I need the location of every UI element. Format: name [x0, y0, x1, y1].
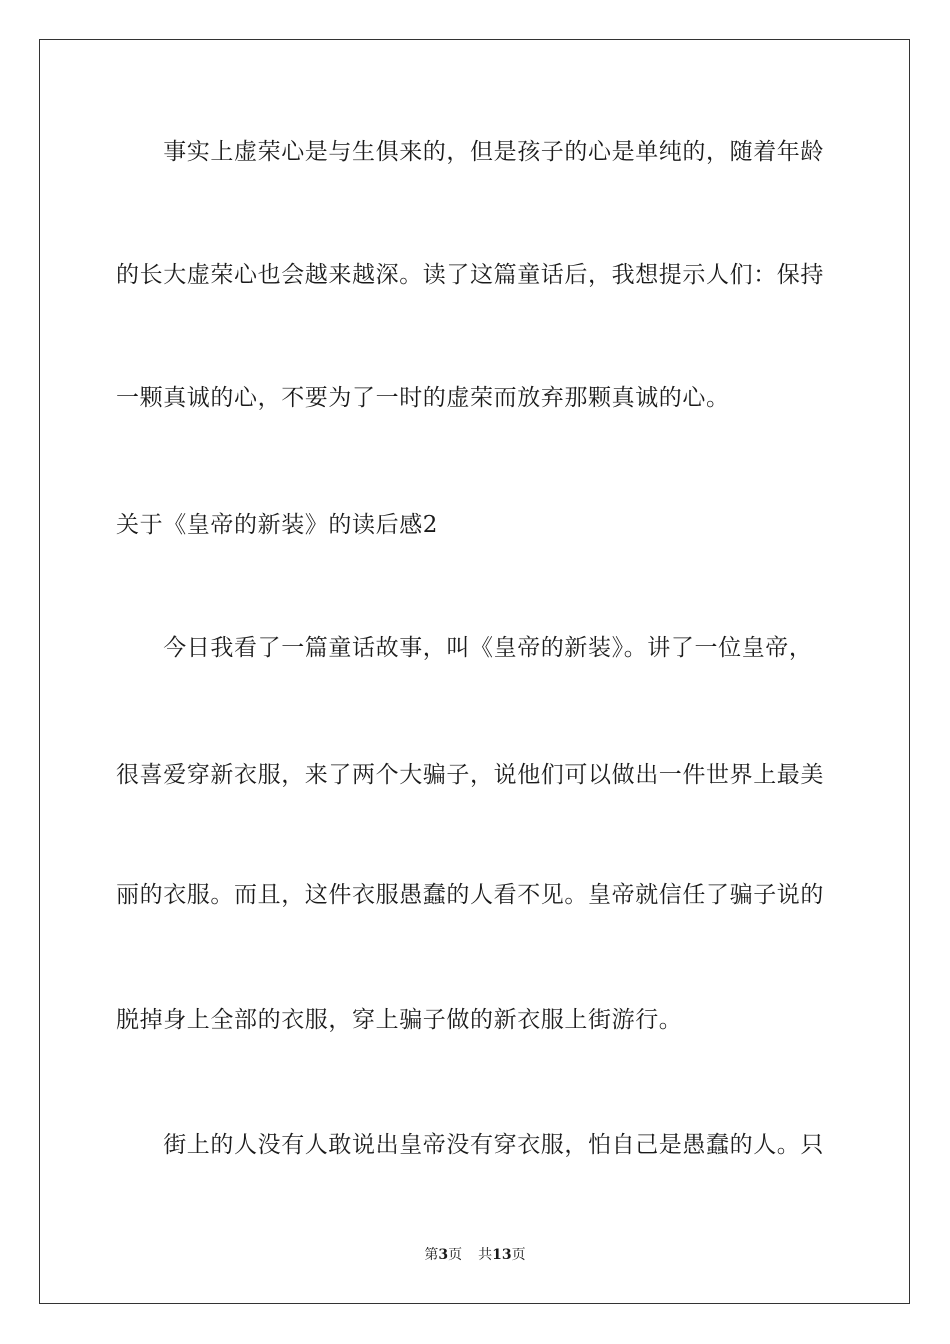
footer-page-suffix: 页 [448, 1247, 463, 1263]
footer-total-prefix: 共 [478, 1247, 493, 1263]
section-heading: 关于《皇帝的新装》的读后感2 [116, 512, 439, 538]
text-line-6: 很喜爱穿新衣服，来了两个大骗子，说他们可以做出一件世界上最美 [116, 762, 824, 788]
footer-total-suffix: 页 [511, 1247, 526, 1263]
footer-page-prefix: 第 [424, 1247, 439, 1263]
text-line-1: 事实上虚荣心是与生俱来的，但是孩子的心是单纯的，随着年龄 [116, 139, 824, 165]
footer-page-number: 3 [438, 1247, 449, 1263]
page-footer [0, 1246, 950, 1264]
text-line-7: 丽的衣服。而且，这件衣服愚蠢的人看不见。皇帝就信任了骗子说的 [116, 882, 824, 908]
page-border [39, 39, 910, 1304]
text-line-9: 街上的人没有人敢说出皇帝没有穿衣服，怕自己是愚蠢的人。只 [116, 1132, 824, 1158]
text-line-3: 一颗真诚的心，不要为了一时的虚荣而放弃那颗真诚的心。 [116, 385, 730, 411]
text-line-8: 脱掉身上全部的衣服，穿上骗子做的新衣服上街游行。 [116, 1007, 683, 1033]
footer-total-pages: 13 [492, 1247, 512, 1263]
text-line-2: 的长大虚荣心也会越来越深。读了这篇童话后，我想提示人们：保持 [116, 262, 824, 288]
text-line-5: 今日我看了一篇童话故事，叫《皇帝的新装》。讲了一位皇帝， [116, 635, 813, 661]
